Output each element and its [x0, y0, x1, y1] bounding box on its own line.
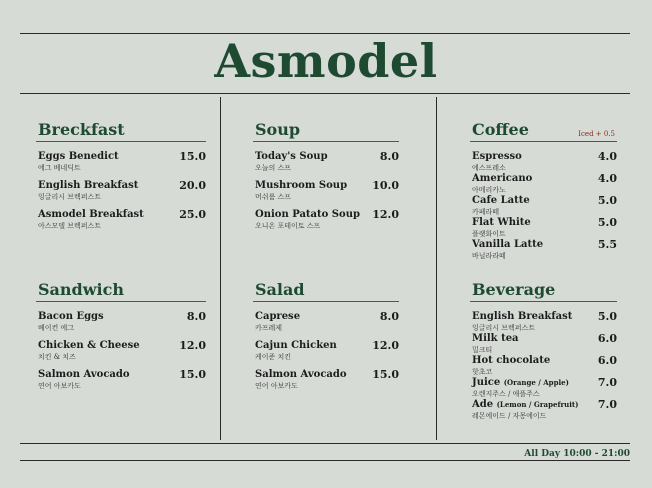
section-salad — [253, 279, 399, 398]
menu-item: Bacon Eggs 베이컨 에그 8.0 — [38, 310, 206, 332]
section-title: Sandwich — [36, 279, 206, 302]
opening-hours: All Day 10:00 - 21:00 — [524, 449, 630, 459]
menu-item: Ade (Lemon / Grapefruit) 레몬에이드 / 자몽에이드 7.0 — [472, 398, 617, 420]
section-soup — [253, 119, 399, 238]
column-divider-2 — [436, 97, 437, 440]
section-sandwich — [36, 279, 206, 398]
menu-item: Espresso 에스프레소 4.0 — [472, 150, 617, 172]
menu-item: English Breakfast 잉글리시 브렉퍼스트 5.0 — [472, 310, 617, 332]
menu-item: Onion Patato Soup 오니온 포테이토 스프 12.0 — [255, 208, 399, 230]
footer-bottom-rule — [20, 460, 630, 461]
section-title: Beverage — [470, 279, 617, 302]
menu-item: Chicken & Cheese 치킨 & 치즈 12.0 — [38, 339, 206, 361]
menu-item: Milk tea 밀크티 6.0 — [472, 332, 617, 354]
menu-item: Cafe Latte 카페라떼 5.0 — [472, 194, 617, 216]
menu-item: Eggs Benedict 에그 베네딕트 15.0 — [38, 150, 206, 172]
menu-item: Asmodel Breakfast 아스모델 브렉퍼스트 25.0 — [38, 208, 206, 230]
iced-surcharge-note: Iced + 0.5 — [578, 130, 615, 138]
menu-item: Vanilla Latte 바닐라라떼 5.5 — [472, 238, 617, 260]
section-coffee — [470, 119, 617, 261]
header-rule — [20, 93, 630, 94]
menu-item: Flat White 플랫화이트 5.0 — [472, 216, 617, 238]
column-divider-1 — [220, 97, 221, 440]
menu-item: Mushroom Soup 머쉬룸 스프 10.0 — [255, 179, 399, 201]
footer-top-rule — [20, 443, 630, 444]
menu-title: Asmodel — [214, 34, 438, 88]
menu-item: Americano 아메리카노 4.0 — [472, 172, 617, 194]
menu-item: Hot chocolate 핫초코 6.0 — [472, 354, 617, 376]
section-title: Salad — [253, 279, 399, 302]
section-title: Soup — [253, 119, 399, 142]
section-breakfast — [36, 119, 206, 238]
section-title: Breckfast — [36, 119, 206, 142]
menu-item: Salmon Avocado 연어 아보카도 15.0 — [255, 368, 399, 390]
menu-item: Caprese 카프레제 8.0 — [255, 310, 399, 332]
section-beverage — [470, 279, 617, 421]
menu-item: Juice (Orange / Apple) 오렌지주스 / 애플주스 7.0 — [472, 376, 617, 398]
menu-item: Salmon Avocado 연어 아보카도 15.0 — [38, 368, 206, 390]
menu-item: Cajun Chicken 케이준 치킨 12.0 — [255, 339, 399, 361]
menu-item: Today's Soup 오늘의 스프 8.0 — [255, 150, 399, 172]
section-title: Coffee Iced + 0.5 — [470, 119, 617, 142]
menu-item: English Breakfast 잉글리시 브렉퍼스트 20.0 — [38, 179, 206, 201]
